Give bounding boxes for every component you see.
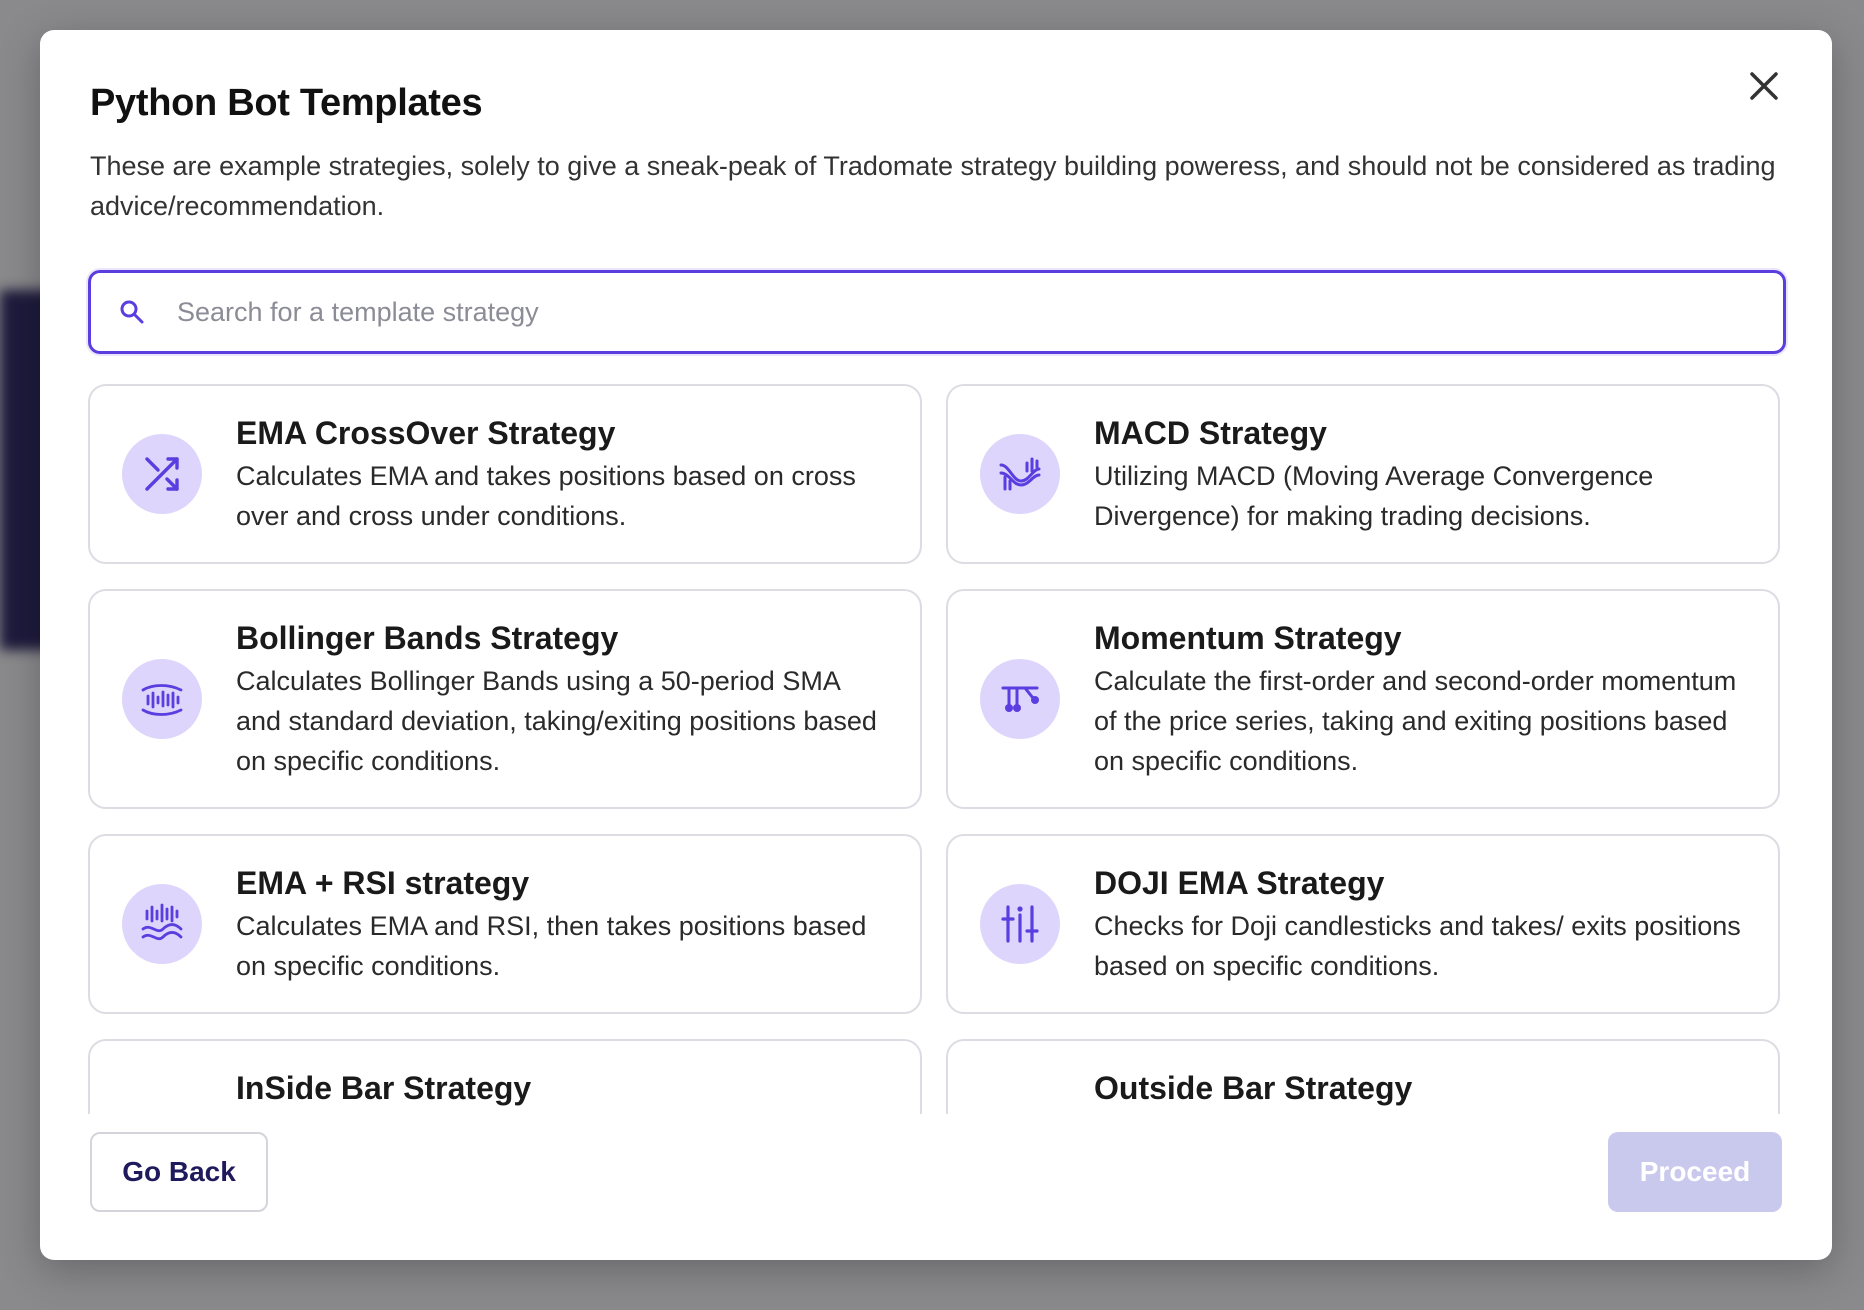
close-button[interactable] bbox=[1742, 64, 1786, 108]
templates-modal bbox=[40, 30, 1832, 1260]
modal-title: Python Bot Templates bbox=[90, 82, 483, 124]
band-bars-icon bbox=[139, 676, 185, 722]
template-title: DOJI EMA Strategy bbox=[1094, 865, 1385, 901]
template-description: Calculates EMA and RSI, then takes positions based on specific conditions. bbox=[236, 911, 867, 981]
template-card-doji-ema[interactable] bbox=[946, 834, 1780, 1014]
bars-waves-icon bbox=[139, 901, 185, 947]
template-description: Checks for Doji candlesticks and takes/ exits positions based on specific conditions. bbox=[1094, 911, 1741, 981]
template-card-macd[interactable] bbox=[946, 384, 1780, 564]
template-card-ema-crossover[interactable] bbox=[88, 384, 922, 564]
shuffle-arrows-icon bbox=[139, 451, 185, 497]
search-icon bbox=[117, 297, 147, 327]
template-list[interactable] bbox=[88, 384, 1788, 1114]
template-card-outside-bar[interactable] bbox=[946, 1039, 1780, 1114]
search-box[interactable] bbox=[88, 270, 1786, 354]
template-title: InSide Bar Strategy bbox=[236, 1070, 532, 1106]
proceed-button[interactable]: Proceed bbox=[1608, 1132, 1782, 1212]
template-title: Outside Bar Strategy bbox=[1094, 1070, 1413, 1106]
close-icon bbox=[1742, 64, 1786, 108]
template-description: Utilizing MACD (Moving Average Convergence Divergence) for making trading decisions. bbox=[1094, 461, 1654, 531]
template-description: Calculate the first-order and second-order momentum of the price series, taking and exiting positions based on specific conditions. bbox=[1094, 666, 1737, 776]
template-card-bollinger[interactable] bbox=[88, 589, 922, 809]
template-title: Momentum Strategy bbox=[1094, 620, 1402, 656]
wave-bars-icon bbox=[997, 451, 1043, 497]
candlestick-icon bbox=[997, 901, 1043, 947]
search-input[interactable] bbox=[177, 297, 1783, 328]
template-card-momentum[interactable] bbox=[946, 589, 1780, 809]
pendulum-icon bbox=[997, 676, 1043, 722]
template-title: Bollinger Bands Strategy bbox=[236, 620, 619, 656]
template-card-inside-bar[interactable] bbox=[88, 1039, 922, 1114]
go-back-button[interactable]: Go Back bbox=[90, 1132, 268, 1212]
template-title: EMA CrossOver Strategy bbox=[236, 415, 616, 451]
modal-subtitle: These are example strategies, solely to give a sneak-peak of Tradomate strategy building poweress, and should not be considered as trading advice/recommendation. bbox=[90, 151, 1776, 221]
template-description: Calculates EMA and takes positions based on cross over and cross under conditions. bbox=[236, 461, 856, 531]
template-card-ema-rsi[interactable] bbox=[88, 834, 922, 1014]
template-description: Calculates Bollinger Bands using a 50-period SMA and standard deviation, taking/exiting positions based on specific conditions. bbox=[236, 666, 877, 776]
template-title: MACD Strategy bbox=[1094, 415, 1327, 451]
template-title: EMA + RSI strategy bbox=[236, 865, 530, 901]
